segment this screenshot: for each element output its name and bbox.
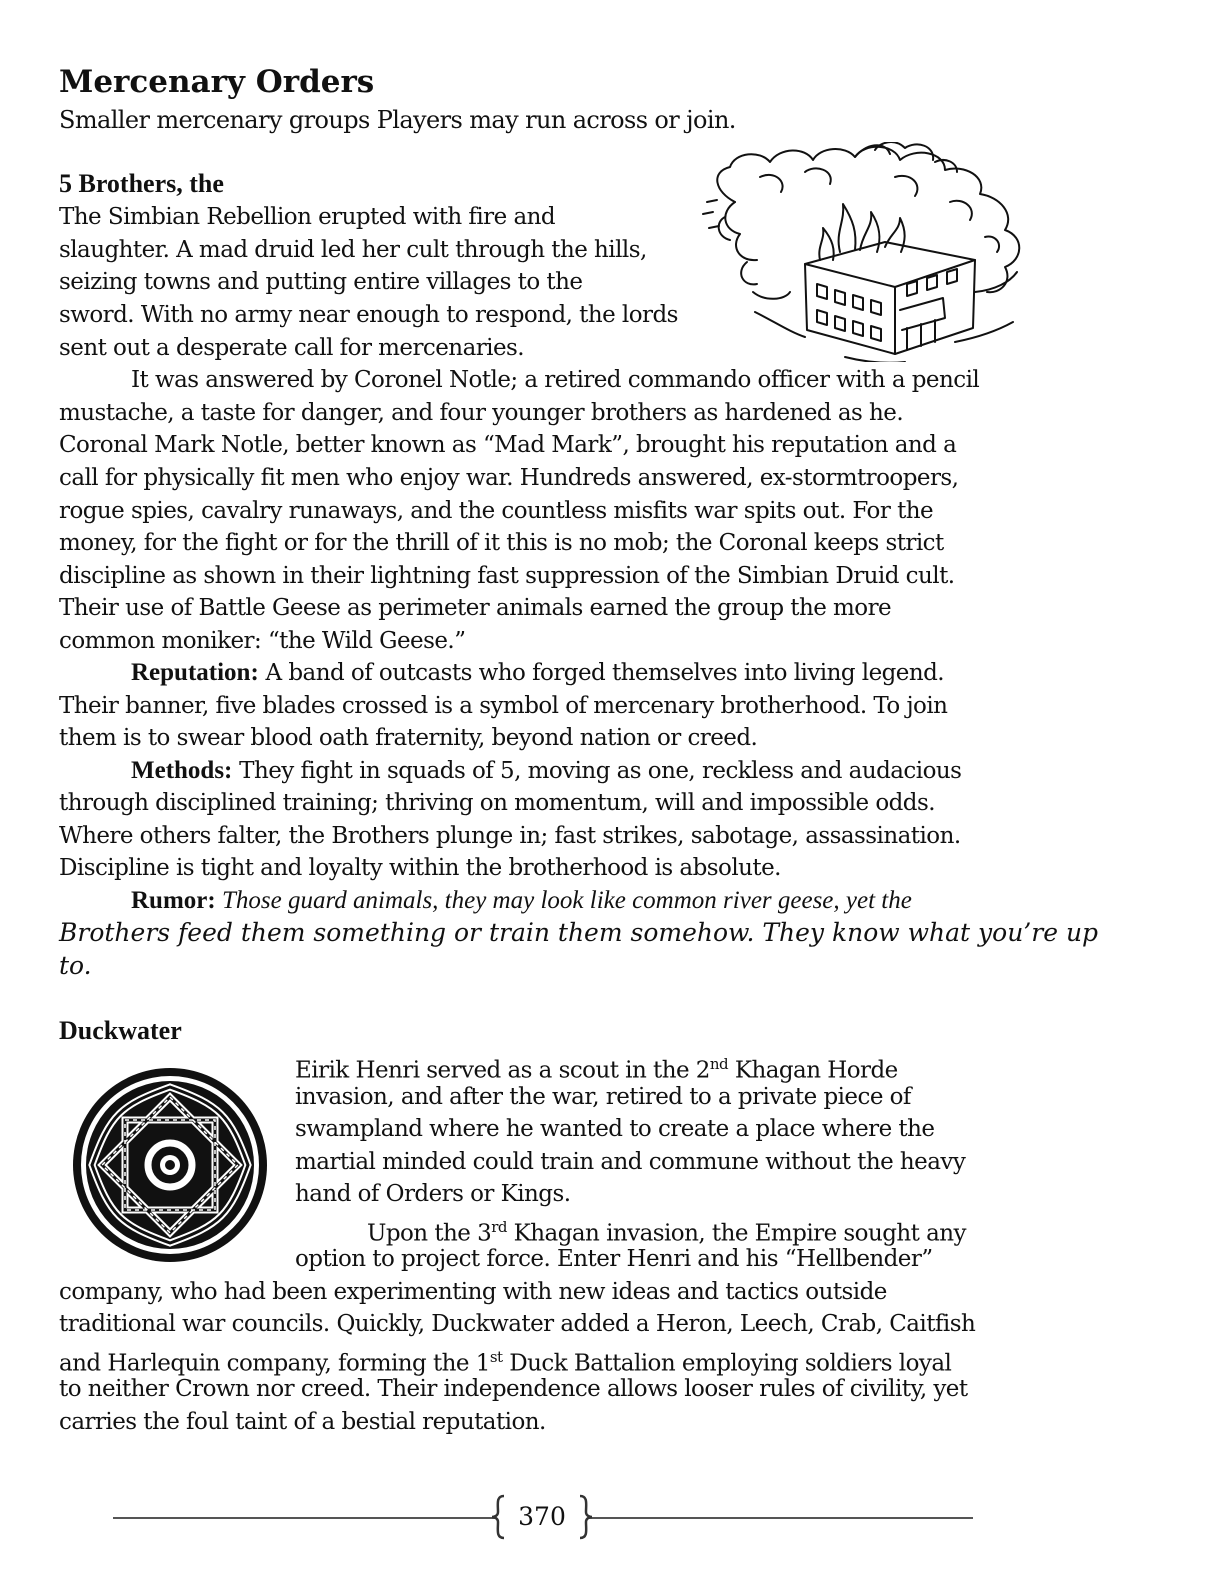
text-line: option to project force. Enter Henri and his “Hellbender” (295, 1246, 933, 1272)
superscript: rd (491, 1218, 507, 1236)
text-line: swampland where he wanted to create a place where the (295, 1116, 935, 1142)
text-line: carries the foul taint of a bestial reputation. (59, 1409, 546, 1435)
text-line: Where others falter, the Brothers plunge in; fast strikes, sabotage, assassination. (59, 823, 961, 849)
text-span: and Harlequin company, forming the 1 (59, 1350, 490, 1377)
rumor-text: Brothers feed them something or train them somehow. They know what you’re up (59, 918, 1099, 947)
text-line: slaughter. A mad druid led her cult through the hills, (59, 237, 647, 263)
superscript: nd (709, 1055, 729, 1073)
superscript: st (489, 1348, 503, 1366)
text-line: traditional war councils. Quickly, Duckwater added a Heron, Leech, Crab, Caitfish (59, 1311, 976, 1337)
text-span: Duck Battalion employing soldiers loyal (502, 1350, 952, 1377)
text-line: hand of Orders or Kings. (295, 1181, 571, 1207)
text-line: Their banner, five blades crossed is a symbol of mercenary brotherhood. To join (59, 693, 948, 719)
reputation-label: Reputation: (131, 659, 259, 686)
text-line: call for physically fit men who enjoy war. Hundreds answered, ex-stormtroopers, (59, 465, 959, 491)
rumor-text: Those guard animals, they may look like common river geese, yet the (215, 887, 912, 914)
page-subtitle: Smaller mercenary groups Players may run across or join. (59, 106, 736, 134)
section-heading-5-brothers: 5 Brothers, the (59, 169, 224, 198)
text-line: The Simbian Rebellion erupted with fire and (59, 204, 556, 230)
text-line: invasion, and after the war, retired to a private piece of (295, 1084, 911, 1110)
burning-house-illustration (695, 142, 1030, 362)
text-line: money, for the fight or for the thrill of it this is no mob; the Coronal keeps strict (59, 530, 944, 556)
text-line: rogue spies, cavalry runaways, and the countless misfits war spits out. For the (59, 498, 934, 524)
text-span: Eirik Henri served as a scout in the 2 (295, 1057, 710, 1084)
text-line: It was answered by Coronel Notle; a retired commando officer with a pencil (131, 367, 980, 393)
reputation-text: A band of outcasts who forged themselves into living legend. (258, 660, 945, 686)
reputation-line (131, 657, 944, 690)
celtic-knot-emblem (70, 1065, 270, 1265)
text-line: them is to swear blood oath fraternity, beyond nation or creed. (59, 725, 758, 751)
methods-label: Methods: (131, 757, 233, 784)
text-line: Their use of Battle Geese as perimeter animals earned the group the more (59, 595, 892, 621)
methods-line (131, 755, 961, 788)
footer-rule-right (588, 1517, 973, 1519)
section-heading-duckwater: Duckwater (59, 1016, 182, 1045)
rumor-text: to. (59, 951, 92, 980)
text-line: common moniker: “the Wild Geese.” (59, 628, 466, 654)
text-line: seizing towns and putting entire villages to the (59, 269, 583, 295)
text-line: discipline as shown in their lightning fast suppression of the Simbian Druid cult. (59, 563, 955, 589)
page-title: Mercenary Orders (59, 64, 375, 100)
footer-rule-left (113, 1517, 496, 1519)
page-number: 370 (518, 1502, 566, 1531)
text-line: sword. With no army near enough to respond, the lords (59, 302, 678, 328)
text-line: mustache, a taste for danger, and four younger brothers as hardened as he. (59, 400, 904, 426)
text-line: Discipline is tight and loyalty within the brotherhood is absolute. (59, 855, 781, 881)
methods-text: They fight in squads of 5, moving as one, reckless and audacious (232, 758, 962, 784)
text-line: sent out a desperate call for mercenaries. (59, 335, 525, 361)
text-span: Upon the 3 (367, 1220, 492, 1247)
text-span: Khagan invasion, the Empire sought any (506, 1220, 966, 1247)
rumor-label: Rumor: (131, 887, 216, 914)
rumor-line (131, 885, 912, 918)
text-line: Coronal Mark Notle, better known as “Mad Mark”, brought his reputation and a (59, 432, 957, 458)
text-line: martial minded could train and commune without the heavy (295, 1149, 966, 1175)
text-line: company, who had been experimenting with new ideas and tactics outside (59, 1279, 887, 1305)
text-line: through disciplined training; thriving on momentum, will and impossible odds. (59, 790, 935, 816)
text-span: Khagan Horde (728, 1057, 898, 1084)
text-line: to neither Crown nor creed. Their independence allows looser rules of civility, yet (59, 1376, 968, 1402)
